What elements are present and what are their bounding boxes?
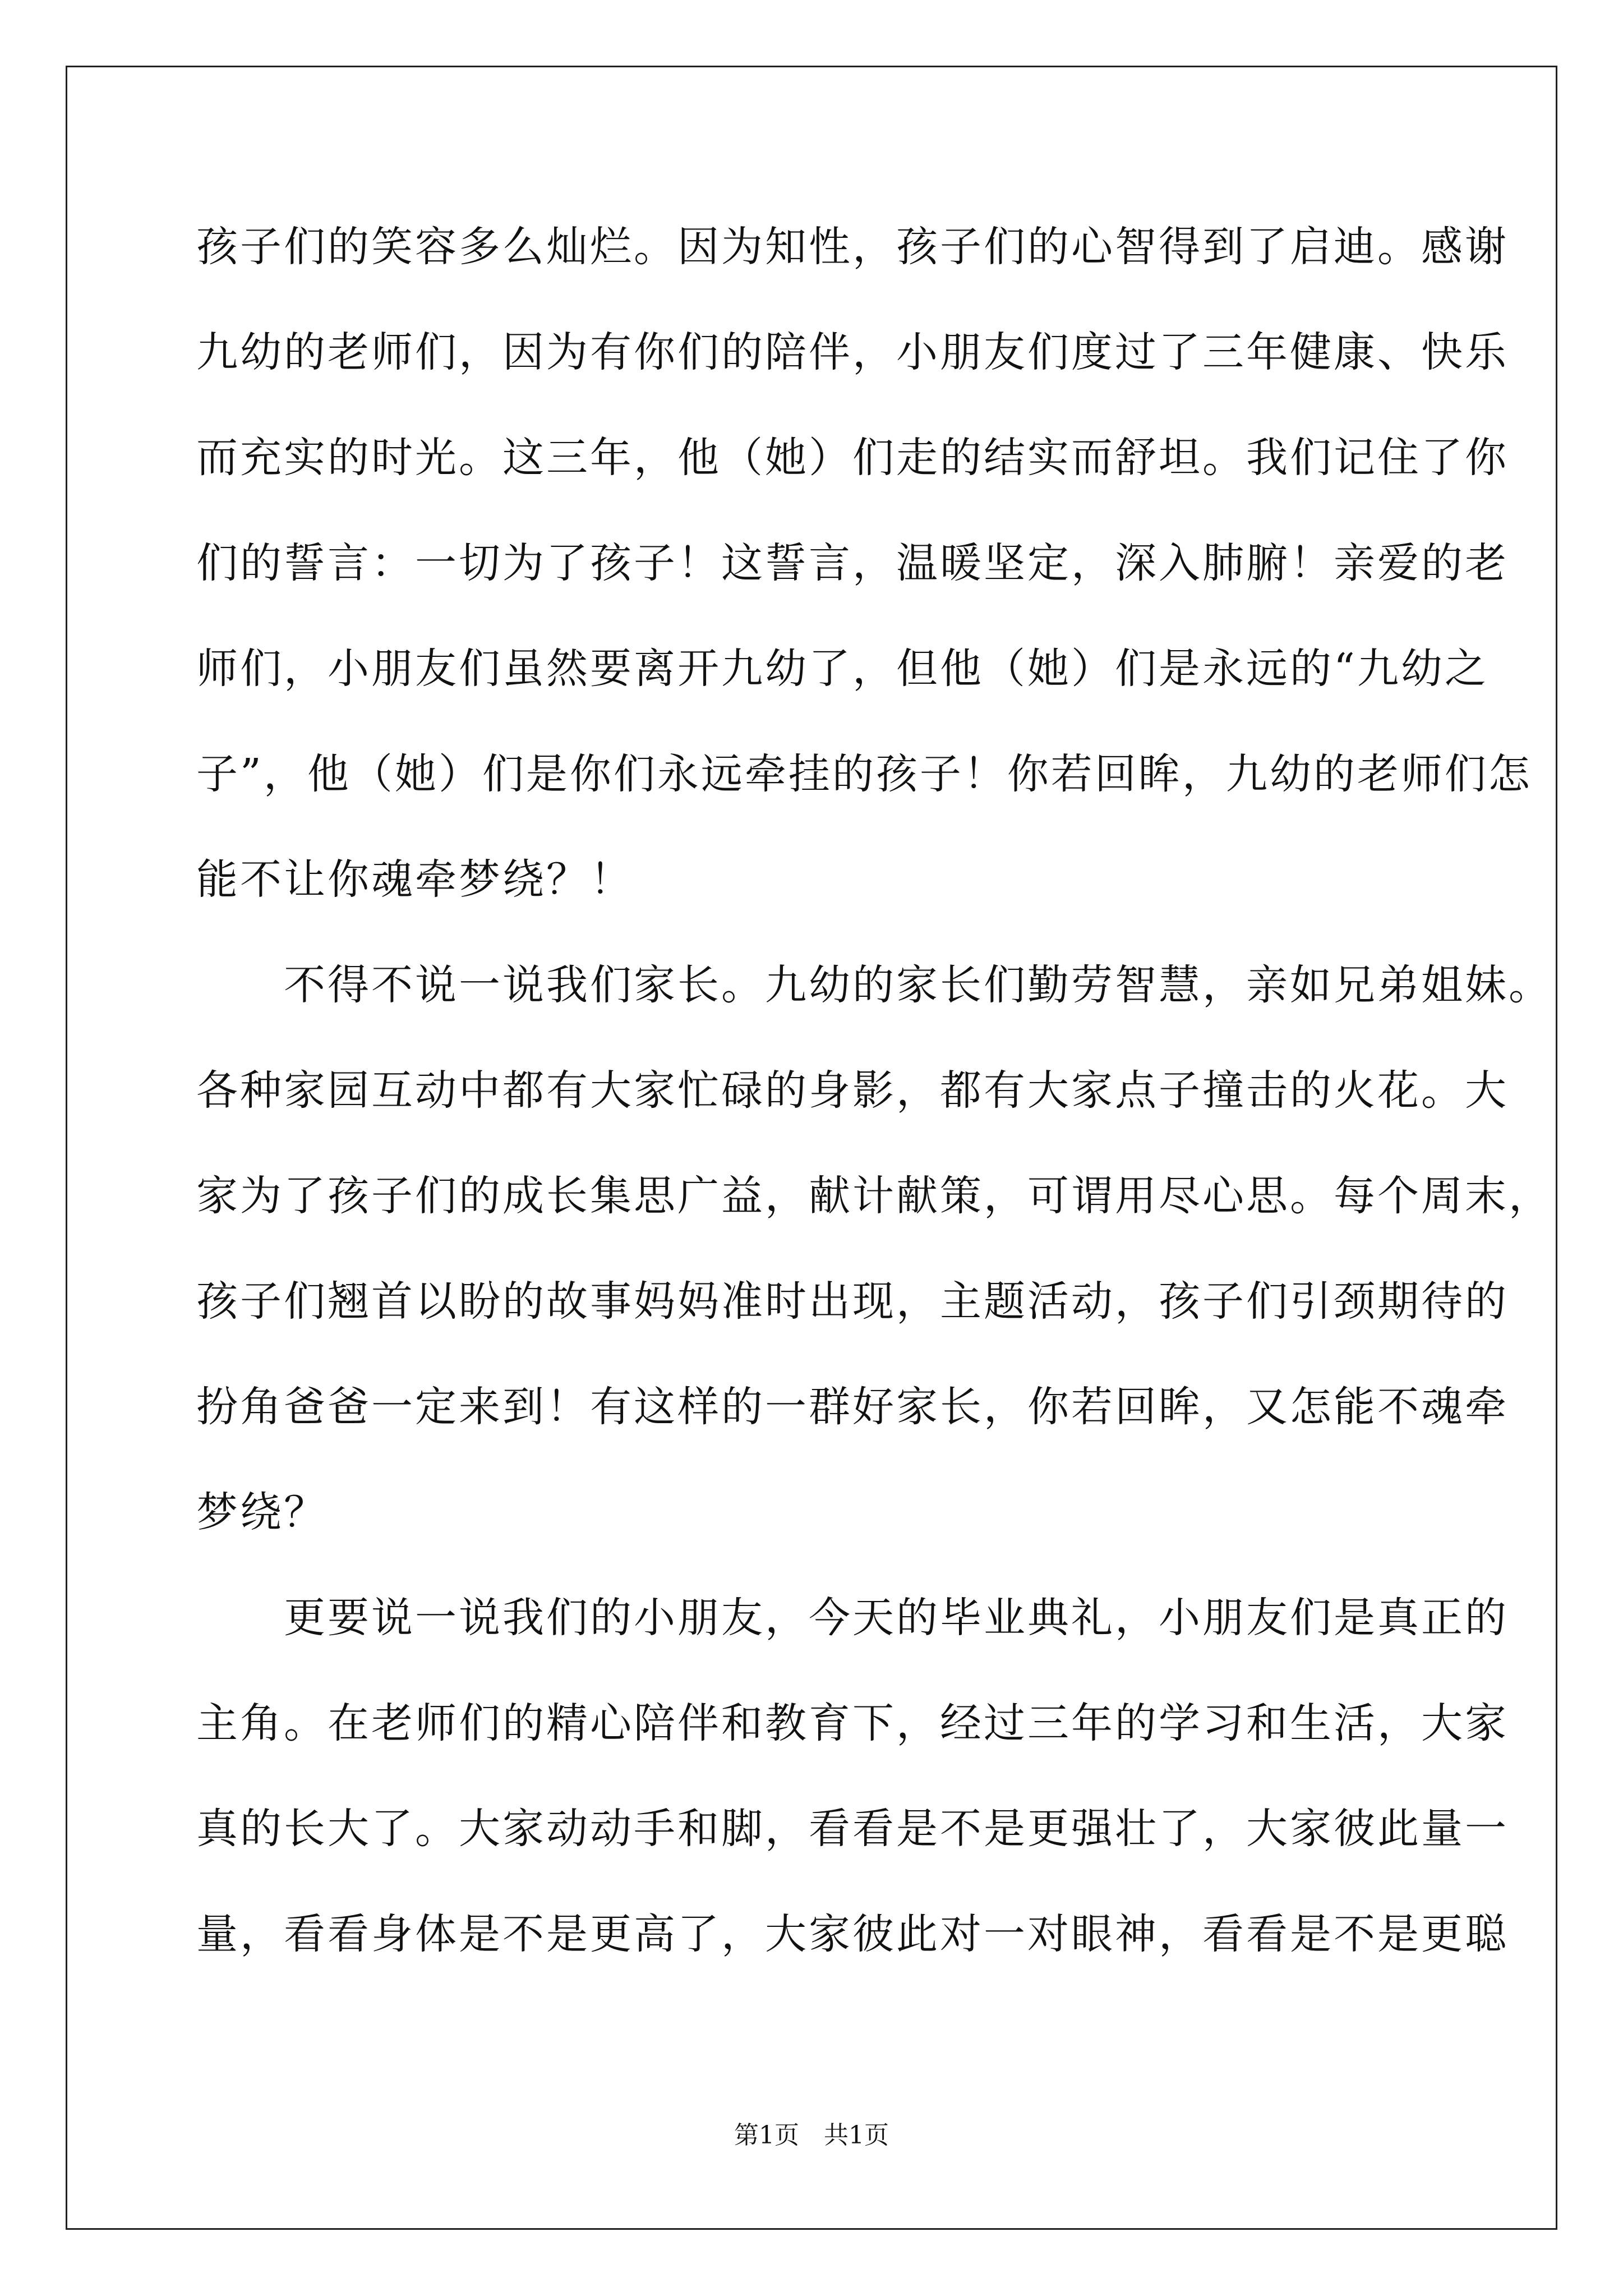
text-line: 扮角爸爸一定来到！有这样的一群好家长，你若回眸，又怎能不魂牵 [196, 1383, 1509, 1431]
text-line: 师们，小朋友们虽然要离开九幼了，但他（她）们是永远的“九幼之 [196, 645, 1488, 693]
text-line: 九幼的老师们，因为有你们的陪伴，小朋友们度过了三年健康、快乐 [196, 328, 1509, 376]
page-border [66, 66, 1557, 2230]
text-line: 不得不说一说我们家长。九幼的家长们勤劳智慧，亲如兄弟姐妹。 [196, 961, 1552, 1009]
text-line: 孩子们翘首以盼的故事妈妈准时出现，主题活动，孩子们引颈期待的 [196, 1277, 1509, 1326]
text-line: 各种家园互动中都有大家忙碌的身影，都有大家点子撞击的火花。大 [196, 1066, 1509, 1115]
text-line: 主角。在老师们的精心陪伴和教育下，经过三年的学习和生活，大家 [196, 1699, 1509, 1747]
text-line: 能不让你魂牵梦绕？！ [196, 855, 634, 904]
text-line: 而充实的时光。这三年，他（她）们走的结实而舒坦。我们记住了你 [196, 434, 1509, 482]
text-line: 子”，他（她）们是你们永远牵挂的孩子！你若回眸，九幼的老师们怎 [196, 750, 1532, 798]
text-line: 家为了孩子们的成长集思广益，献计献策，可谓用尽心思。每个周末， [196, 1172, 1552, 1220]
text-line: 真的长大了。大家动动手和脚，看看是不是更强壮了，大家彼此量一 [196, 1805, 1509, 1853]
text-line: 孩子们的笑容多么灿烂。因为知性，孩子们的心智得到了启迪。感谢 [196, 223, 1509, 271]
text-line: 更要说一说我们的小朋友，今天的毕业典礼，小朋友们是真正的 [196, 1594, 1509, 1642]
text-line: 们的誓言：一切为了孩子！这誓言，温暖坚定，深入肺腑！亲爱的老 [196, 539, 1509, 587]
text-line: 梦绕？ [196, 1488, 328, 1536]
text-line: 量，看看身体是不是更高了，大家彼此对一对眼神，看看是不是更聪 [196, 1910, 1509, 1958]
page-footer: 第1页 共1页 [734, 2121, 889, 2150]
